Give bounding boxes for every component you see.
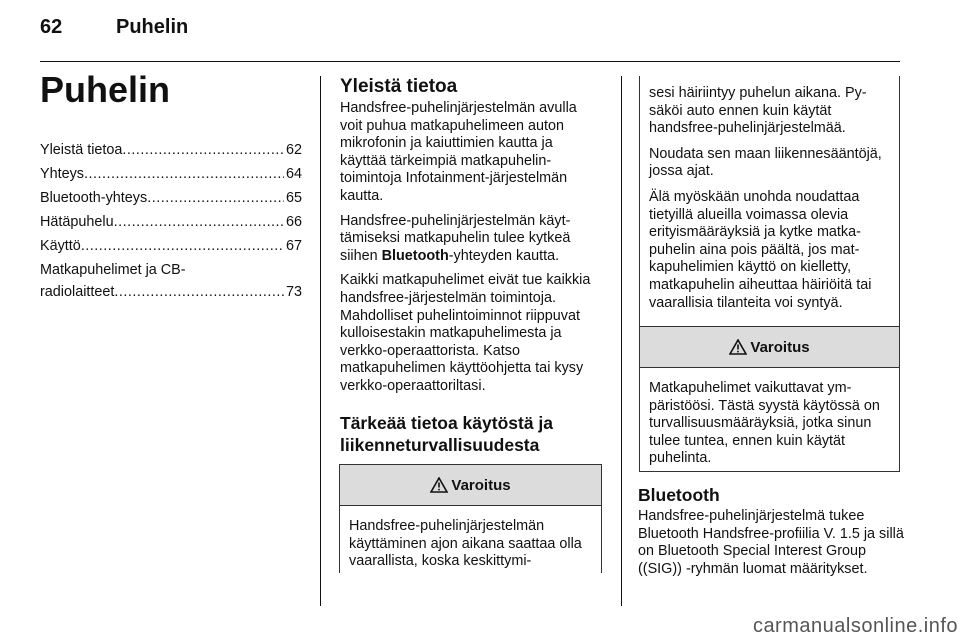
toc-leader [114,284,284,302]
toc-column [40,66,302,308]
warning-title: Varoitus [750,338,810,356]
toc-label: Yhteys [40,166,84,182]
warning-paragraph: sesi häiriintyy puhelun aikana. Pysäköi auto ennen kuin käytät handsfree-puhelinjärjestelmää. [649,85,867,137]
toc-leader [81,238,284,256]
warning-box [339,464,602,573]
warning-triangle-icon [729,339,747,355]
section-heading-general: Yleistä tietoa [340,76,458,97]
bluetooth-term: Bluetooth [381,247,449,264]
general-paragraph-2 [340,213,602,266]
toc-page: 65 [285,190,302,206]
page-number: 62 [40,16,63,38]
toc-page: 67 [285,238,302,254]
toc-page: 64 [285,166,302,182]
header-divider [40,61,900,62]
section-heading-safety: Tärkeää tietoa käytöstä ja liikenneturvallisuudesta [340,412,554,455]
toc-page: 62 [285,142,302,158]
warning-paragraph: Noudata sen maan liikennesääntöjä, jossa ajat. [649,145,882,180]
warning-triangle-icon [430,477,448,493]
warning-body [640,76,899,328]
toc-label-line1: Matkapuhelimet ja CB- [40,262,186,278]
text-run: Handsfree-puhelinjärjestelmän käyttämiseksi matkapuhelin tulee kytkeä siihen [340,212,571,264]
toc-page: 73 [285,284,302,300]
toc-item[interactable] [40,190,302,212]
toc-item[interactable] [40,262,302,306]
general-paragraph-3: Kaikki matkapuhelimet eivät tue kaikkia handsfree-järjestelmän toimintoja. Mahdolliset puhelintoiminnot riippuvat kulloisestakin matkapuhelimesta ja verkko-operaattorista. Katso matkapuhelimen käyttöohjetta tai kysy verkko-operaattoriltasi. [340,272,591,394]
table-of-contents [40,142,302,306]
toc-label: Hätäpuhelu [40,214,114,230]
warning-header [640,327,899,368]
warning-header [340,465,601,506]
header-title: Puhelin [116,16,189,38]
toc-leader [114,214,284,232]
chapter-title: Puhelin [40,69,171,110]
text-run: -yhteyden kautta. [448,247,560,264]
bluetooth-paragraph: Handsfree-puhelinjärjestelmä tukee Bluetooth Handsfree-profiilia V. 1.5 ja sillä on Bluetooth Special Interest Group ((SIG)) -ryhmän luomat määritykset. [638,508,904,577]
toc-label: Käyttö [40,238,81,254]
general-paragraph-1: Handsfree-puhelinjärjestelmän avulla voit puhua matkapuhelimeen auton mikrofonin ja kaiuttimien kautta ja käyttää tärkeimpiä matkapuhelintoimintoja Infotainment-järjestelmän kautta. [340,100,577,204]
toc-item[interactable] [40,166,302,188]
warning-text: Handsfree-puhelinjärjestelmän käyttäminen ajon aikana saattaa olla vaarallista, koska keskittymi- [349,518,582,570]
toc-leader [122,142,284,160]
warning-box [639,326,900,472]
column-divider-2 [621,76,622,606]
watermark: carmanualsonline.info [752,615,958,637]
toc-item[interactable] [40,142,302,164]
toc-page: 66 [285,214,302,230]
toc-label: Bluetooth-yhteys [40,190,148,206]
toc-leader [84,166,284,184]
bluetooth-section [638,484,904,585]
content-column-2 [340,76,602,462]
toc-leader [147,190,284,208]
warning-text: Matkapuhelimet vaikuttavat ympäristöösi. Tästä syystä käytössä on turvallisuusmääräyksiä, jotka sinun tulee tuntea, ennen kuin käytät puhelinta. [649,380,880,467]
warning-title: Varoitus [451,476,511,494]
warning-paragraph: Älä myöskään unohda noudattaa tietyillä alueilla voimassa olevia erityismääräyksiä ja kytke matkapuhelin aina pois päältä, jos matkapuhelimien käyttö on kielletty, matkapuhelin aiheuttaa häiriöitä tai vaarallisia tilanteita voi syntyä. [649,188,872,311]
section-heading-bluetooth: Bluetooth [638,485,720,505]
warning-box-continued [639,76,900,331]
toc-label-line2: radiolaitteet [40,284,115,300]
toc-item[interactable] [40,214,302,236]
toc-item[interactable] [40,238,302,260]
toc-label: Yleistä tietoa [40,142,123,158]
column-divider-1 [320,76,321,606]
